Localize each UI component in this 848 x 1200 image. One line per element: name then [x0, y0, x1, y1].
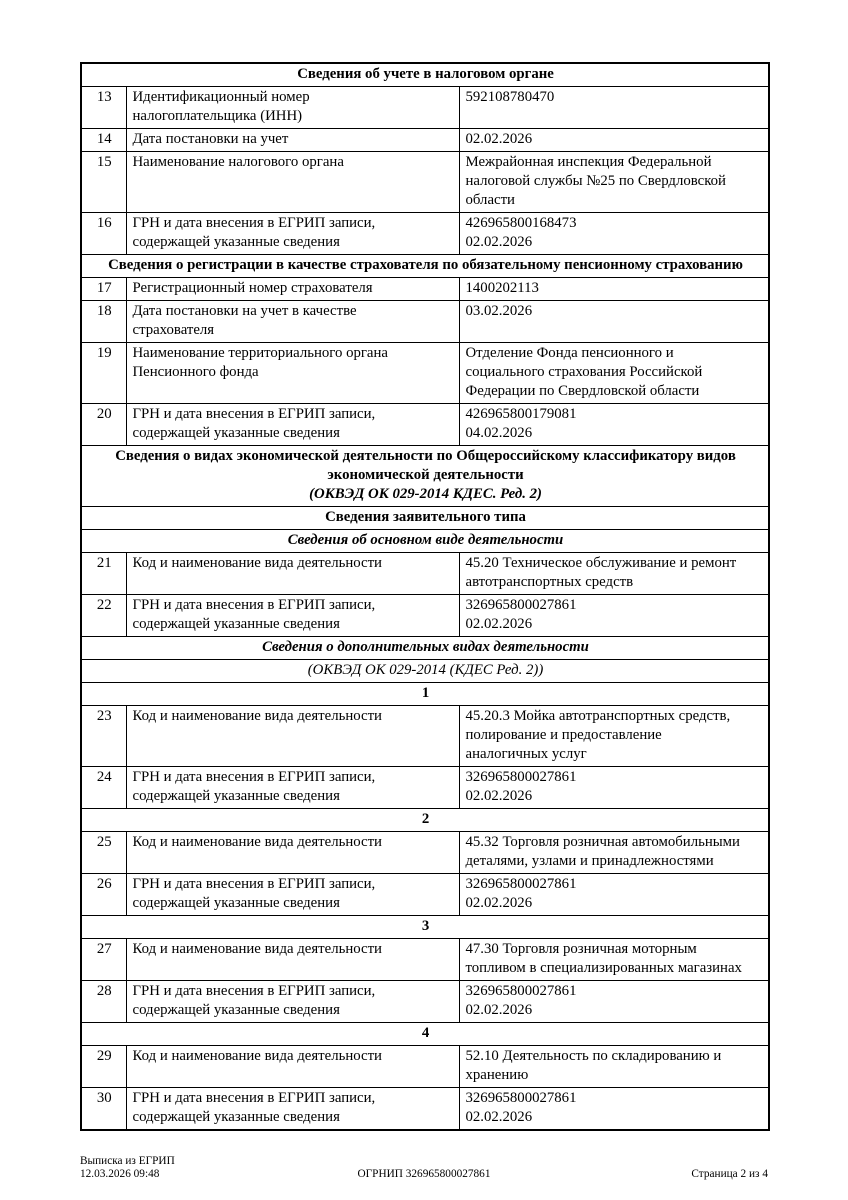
- row-number-cell: 26: [81, 874, 126, 916]
- table-row: [81, 767, 769, 809]
- label-line: страхователя: [132, 322, 215, 338]
- section-heading-line: Сведения о регистрации в качестве страхователя по обязательному пенсионному страхованию: [108, 257, 743, 273]
- section-row: [81, 507, 769, 530]
- label-line: содержащей указанные сведения: [132, 234, 340, 250]
- section-cell: [81, 1023, 769, 1046]
- value-line: 02.02.2026: [465, 234, 533, 250]
- label-line: Код и наименование вида деятельности: [132, 708, 382, 724]
- section-cell: [81, 683, 769, 706]
- section-cell: [81, 637, 769, 660]
- row-value-cell: [459, 874, 769, 916]
- table-row: [81, 1088, 769, 1131]
- value-line: Межрайонная инспекция Федеральной: [465, 154, 712, 170]
- section-row: [81, 809, 769, 832]
- value-line: 47.30 Торговля розничная моторным: [465, 941, 697, 957]
- section-heading-line: 3: [421, 918, 430, 934]
- label-line: Наименование налогового органа: [132, 154, 344, 170]
- row-label-cell: [126, 343, 459, 404]
- value-line: хранению: [465, 1067, 529, 1083]
- value-line: 45.20 Техническое обслуживание и ремонт: [465, 555, 737, 571]
- section-row: [81, 1023, 769, 1046]
- row-value-cell: [459, 553, 769, 595]
- value-line: социального страхования Российской: [465, 364, 703, 380]
- label-line: Идентификационный номер: [132, 89, 310, 105]
- label-line: Код и наименование вида деятельности: [132, 555, 382, 571]
- footer-doc-type: Выписка из ЕГРИП: [80, 1155, 175, 1167]
- value-line: 04.02.2026: [465, 425, 533, 441]
- row-value-cell: [459, 213, 769, 255]
- row-number-cell: 25: [81, 832, 126, 874]
- value-line: 326965800027861: [465, 597, 577, 613]
- label-line: Код и наименование вида деятельности: [132, 1048, 382, 1064]
- value-line: полирование и предоставление: [465, 727, 662, 743]
- row-label-cell: [126, 213, 459, 255]
- table-row: [81, 939, 769, 981]
- label-line: Код и наименование вида деятельности: [132, 834, 382, 850]
- value-line: 02.02.2026: [465, 895, 533, 911]
- row-number-cell: 27: [81, 939, 126, 981]
- row-number-cell: 13: [81, 87, 126, 129]
- section-heading-line: Сведения о дополнительных видах деятельности: [262, 639, 589, 655]
- section-row: [81, 255, 769, 278]
- value-line: 02.02.2026: [465, 1002, 533, 1018]
- value-line: топливом в специализированных магазинах: [465, 960, 742, 976]
- register-table-body: [81, 63, 769, 1130]
- row-label-cell: [126, 874, 459, 916]
- value-line: налоговой службы №25 по Свердловской: [465, 173, 726, 189]
- row-value-cell: [459, 152, 769, 213]
- value-line: Федерации по Свердловской области: [465, 383, 700, 399]
- table-row: [81, 278, 769, 301]
- row-label-cell: [126, 404, 459, 446]
- row-number-cell: 30: [81, 1088, 126, 1131]
- row-label-cell: [126, 278, 459, 301]
- section-row: [81, 683, 769, 706]
- value-line: 426965800179081: [465, 406, 577, 422]
- section-row: [81, 530, 769, 553]
- section-heading-line: (ОКВЭД ОК 029-2014 (КДЕС Ред. 2)): [307, 662, 544, 678]
- section-cell: [81, 530, 769, 553]
- table-row: [81, 706, 769, 767]
- row-number-cell: 14: [81, 129, 126, 152]
- row-label-cell: [126, 939, 459, 981]
- row-value-cell: [459, 87, 769, 129]
- value-line: 02.02.2026: [465, 1109, 533, 1125]
- label-line: налогоплательщика (ИНН): [132, 108, 303, 124]
- label-line: ГРН и дата внесения в ЕГРИП записи,: [132, 597, 376, 613]
- value-line: 326965800027861: [465, 876, 577, 892]
- section-cell: [81, 63, 769, 87]
- row-label-cell: [126, 301, 459, 343]
- table-row: [81, 874, 769, 916]
- row-value-cell: [459, 767, 769, 809]
- row-label-cell: [126, 1046, 459, 1088]
- register-table: [80, 62, 770, 1131]
- row-value-cell: [459, 278, 769, 301]
- table-row: [81, 981, 769, 1023]
- label-line: ГРН и дата внесения в ЕГРИП записи,: [132, 1090, 376, 1106]
- section-heading-line: Сведения об основном виде деятельности: [287, 532, 564, 548]
- value-line: Отделение Фонда пенсионного и: [465, 345, 674, 361]
- row-number-cell: 16: [81, 213, 126, 255]
- value-line: 1400202113: [465, 280, 539, 296]
- value-line: 592108780470: [465, 89, 555, 105]
- label-line: ГРН и дата внесения в ЕГРИП записи,: [132, 876, 376, 892]
- row-label-cell: [126, 595, 459, 637]
- footer-datetime: 12.03.2026 09:48: [80, 1168, 160, 1180]
- label-line: ГРН и дата внесения в ЕГРИП записи,: [132, 215, 376, 231]
- section-cell: [81, 809, 769, 832]
- section-row: [81, 446, 769, 507]
- row-label-cell: [126, 706, 459, 767]
- label-line: содержащей указанные сведения: [132, 788, 340, 804]
- row-value-cell: [459, 1088, 769, 1131]
- label-line: содержащей указанные сведения: [132, 1109, 340, 1125]
- value-line: 326965800027861: [465, 1090, 577, 1106]
- section-row: [81, 63, 769, 87]
- row-number-cell: 18: [81, 301, 126, 343]
- label-line: ГРН и дата внесения в ЕГРИП записи,: [132, 769, 376, 785]
- table-row: [81, 1046, 769, 1088]
- row-label-cell: [126, 129, 459, 152]
- row-number-cell: 15: [81, 152, 126, 213]
- section-cell: [81, 507, 769, 530]
- section-heading-line: Сведения о видах экономической деятельности по Общероссийскому классификатору видов экономической деятельности: [115, 448, 736, 483]
- row-number-cell: 29: [81, 1046, 126, 1088]
- table-row: [81, 87, 769, 129]
- label-line: Дата постановки на учет: [132, 131, 289, 147]
- row-value-cell: [459, 1046, 769, 1088]
- value-line: 02.02.2026: [465, 788, 533, 804]
- row-number-cell: 17: [81, 278, 126, 301]
- table-row: [81, 213, 769, 255]
- value-line: 326965800027861: [465, 983, 577, 999]
- table-row: [81, 301, 769, 343]
- label-line: Наименование территориального органа: [132, 345, 388, 361]
- row-number-cell: 28: [81, 981, 126, 1023]
- row-value-cell: [459, 939, 769, 981]
- row-value-cell: [459, 129, 769, 152]
- row-label-cell: [126, 553, 459, 595]
- table-row: [81, 343, 769, 404]
- value-line: 02.02.2026: [465, 616, 533, 632]
- row-value-cell: [459, 404, 769, 446]
- value-line: деталями, узлами и принадлежностями: [465, 853, 714, 869]
- value-line: 52.10 Деятельность по складированию и: [465, 1048, 722, 1064]
- section-row: [81, 916, 769, 939]
- section-row: [81, 637, 769, 660]
- section-heading-line: 1: [421, 685, 430, 701]
- row-number-cell: 20: [81, 404, 126, 446]
- row-label-cell: [126, 152, 459, 213]
- value-line: 426965800168473: [465, 215, 577, 231]
- value-line: 45.32 Торговля розничная автомобильными: [465, 834, 740, 850]
- row-value-cell: [459, 832, 769, 874]
- table-row: [81, 152, 769, 213]
- footer-page-number: Страница 2 из 4: [691, 1168, 768, 1180]
- label-line: Регистрационный номер страхователя: [132, 280, 373, 296]
- row-label-cell: [126, 981, 459, 1023]
- row-value-cell: [459, 595, 769, 637]
- value-line: 326965800027861: [465, 769, 577, 785]
- row-value-cell: [459, 706, 769, 767]
- table-row: [81, 595, 769, 637]
- row-label-cell: [126, 1088, 459, 1131]
- row-label-cell: [126, 832, 459, 874]
- label-line: содержащей указанные сведения: [132, 425, 340, 441]
- section-heading-line: Сведения заявительного типа: [325, 509, 526, 525]
- table-row: [81, 832, 769, 874]
- row-number-cell: 24: [81, 767, 126, 809]
- value-line: области: [465, 192, 515, 208]
- row-label-cell: [126, 767, 459, 809]
- footer-doc-info: [80, 1155, 309, 1181]
- row-number-cell: 23: [81, 706, 126, 767]
- table-row: [81, 553, 769, 595]
- row-value-cell: [459, 981, 769, 1023]
- label-line: Пенсионного фонда: [132, 364, 259, 380]
- label-line: Дата постановки на учет в качестве: [132, 303, 357, 319]
- row-value-cell: [459, 343, 769, 404]
- label-line: содержащей указанные сведения: [132, 895, 340, 911]
- footer-ogrnip: ОГРНИП 326965800027861: [357, 1168, 491, 1180]
- row-number-cell: 21: [81, 553, 126, 595]
- section-heading-line: 4: [421, 1025, 430, 1041]
- row-number-cell: 19: [81, 343, 126, 404]
- section-cell: [81, 255, 769, 278]
- row-label-cell: [126, 87, 459, 129]
- label-line: содержащей указанные сведения: [132, 1002, 340, 1018]
- value-line: 03.02.2026: [465, 303, 533, 319]
- label-line: ГРН и дата внесения в ЕГРИП записи,: [132, 983, 376, 999]
- section-cell: [81, 660, 769, 683]
- table-row: [81, 129, 769, 152]
- value-line: 45.20.3 Мойка автотранспортных средств,: [465, 708, 731, 724]
- section-heading-line: 2: [421, 811, 430, 827]
- section-row: [81, 660, 769, 683]
- page-footer: [80, 1155, 768, 1181]
- row-number-cell: 22: [81, 595, 126, 637]
- table-row: [81, 404, 769, 446]
- value-line: аналогичных услуг: [465, 746, 587, 762]
- row-value-cell: [459, 301, 769, 343]
- label-line: ГРН и дата внесения в ЕГРИП записи,: [132, 406, 376, 422]
- value-line: 02.02.2026: [465, 131, 533, 147]
- value-line: автотранспортных средств: [465, 574, 634, 590]
- section-heading-line: (ОКВЭД ОК 029-2014 КДЕС. Ред. 2): [309, 486, 542, 502]
- label-line: содержащей указанные сведения: [132, 616, 340, 632]
- section-cell: [81, 446, 769, 507]
- section-heading-line: Сведения об учете в налоговом органе: [297, 66, 554, 82]
- section-cell: [81, 916, 769, 939]
- label-line: Код и наименование вида деятельности: [132, 941, 382, 957]
